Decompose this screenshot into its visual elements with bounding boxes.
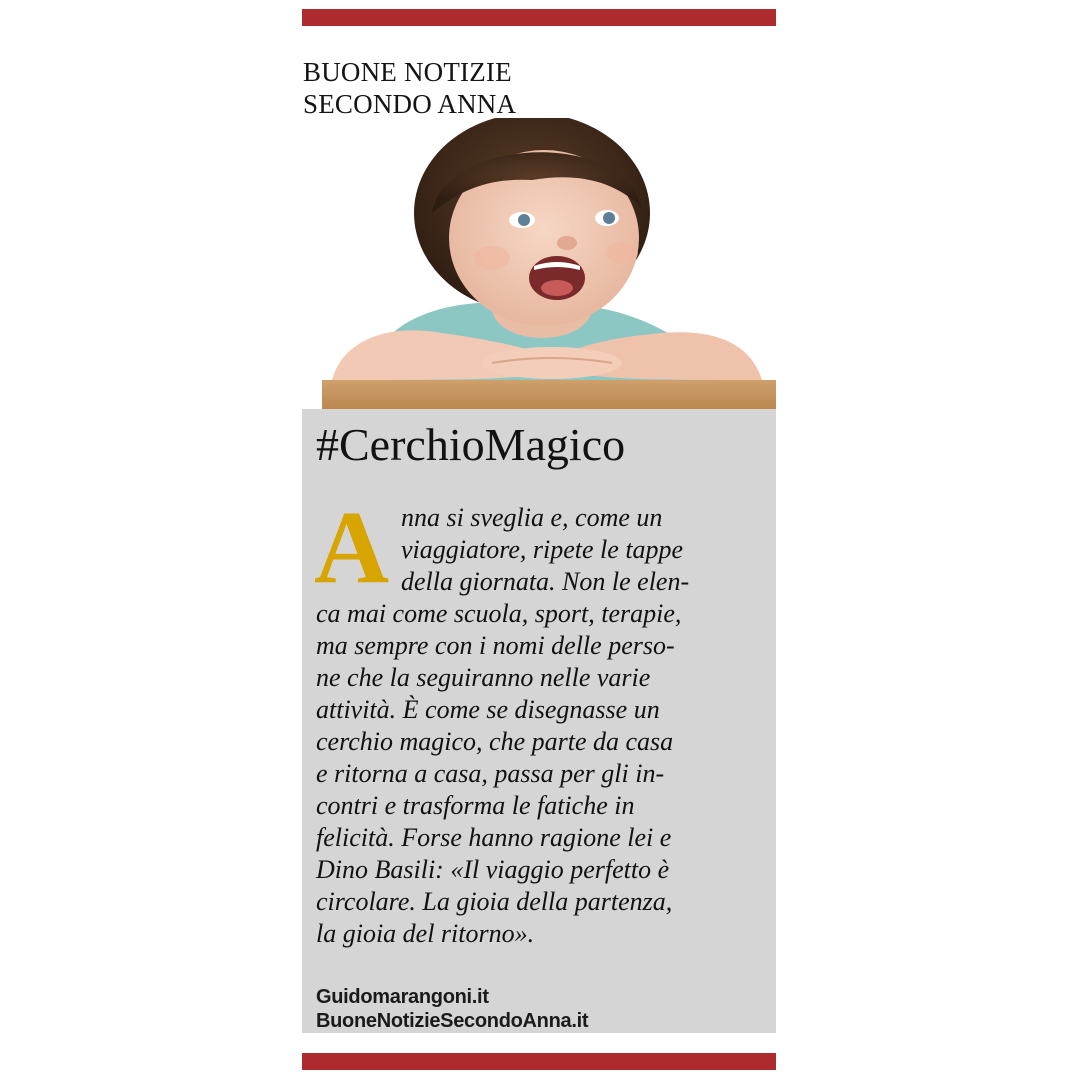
column-kicker-line-2: SECONDO ANNA [303,89,517,119]
article-line: attività. È come se disegnasse un [316,695,660,724]
article-line: nna si sveglia e, come un [401,503,663,532]
article-line: Dino Basili: «Il viaggio perfetto è [316,855,670,884]
article-line: felicità. Forse hanno ragione lei e [316,823,672,852]
article-line: circolare. La gioia della partenza, [316,887,673,916]
child-portrait-icon [322,118,776,410]
article-line: viaggiatore, ripete le tappe [401,535,684,564]
website-link-buonenotizie[interactable]: BuoneNotizieSecondoAnna.it [316,1010,589,1032]
drop-cap: A [314,490,390,605]
article-headline: #CerchioMagico [316,419,626,470]
article-line: della giornata. Non le elen- [401,567,690,596]
website-link-guidomarangoni[interactable]: Guidomarangoni.it [316,986,489,1008]
column-kicker-line-1: BUONE NOTIZIE [303,57,512,87]
article-line: e ritorna a casa, passa per gli in- [316,759,665,788]
article-line: cerchio magico, che parte da casa [316,727,674,756]
article-line: ma sempre con i nomi delle perso- [316,631,675,660]
article-line: ca mai come scuola, sport, terapie, [316,599,682,628]
article-line: contri e trasforma le fatiche in [316,791,635,820]
article-line: la gioia del ritorno». [316,919,535,948]
article-line: ne che la seguiranno nelle varie [316,663,651,692]
bottom-red-rule [302,1053,776,1070]
top-red-rule [302,9,776,26]
